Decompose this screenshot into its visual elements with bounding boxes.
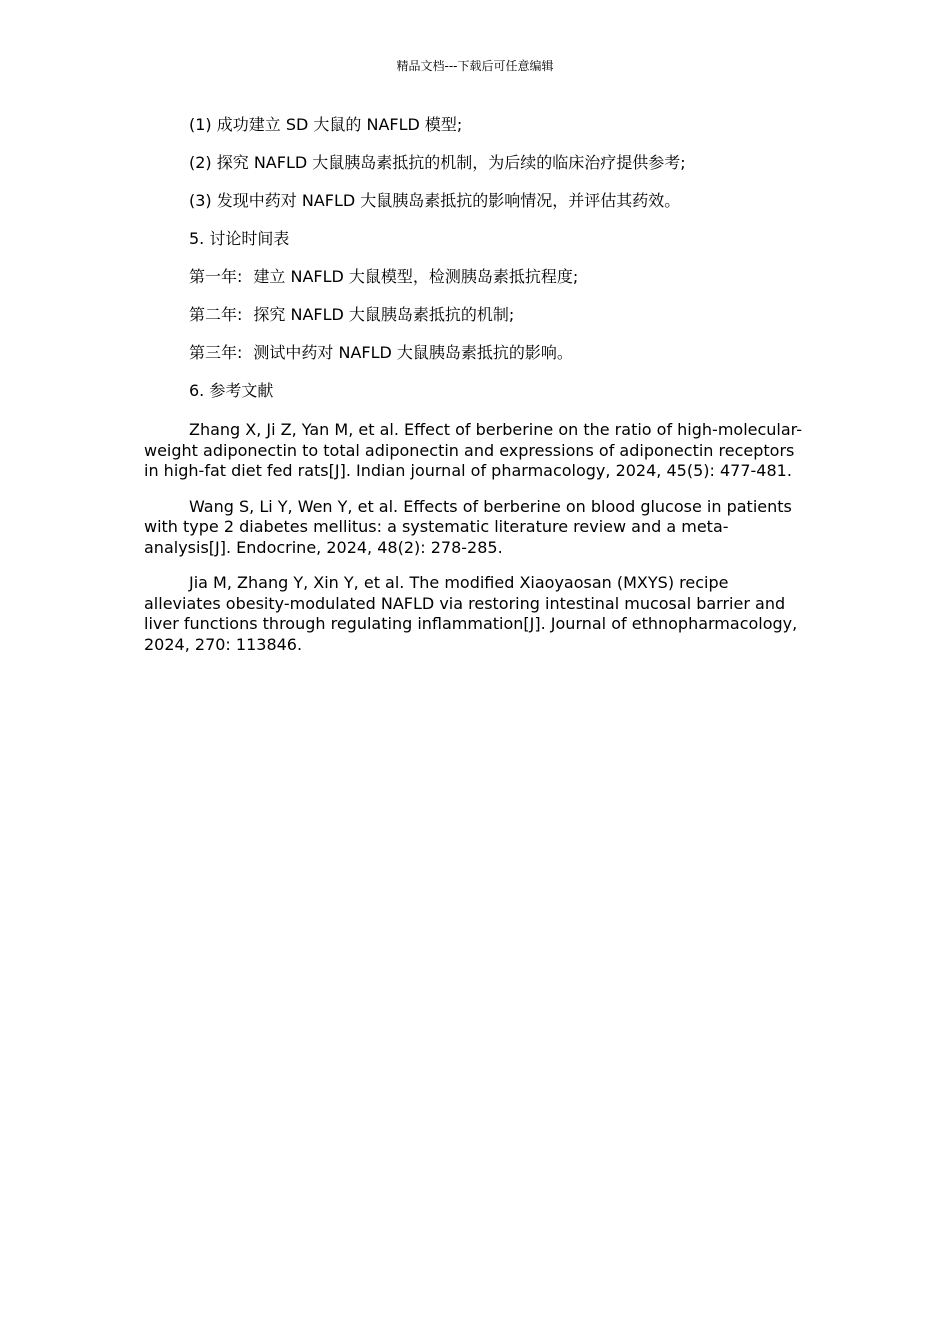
outcome-item: (2) 探究 NAFLD 大鼠胰岛素抵抗的机制，为后续的临床治疗提供参考; <box>189 153 686 172</box>
reference-item: Wang S, Li Y, Wen Y, et al. Effects of berberine on blood glucose in patients with type 2 diabetes mellitus: a systematic literature review and a meta-analysis[J]. Endocrine, 2024, 48(2): 278-285. <box>144 496 792 557</box>
timeline-item <box>189 268 810 286</box>
reference-item: Zhang X, Ji Z, Yan M, et al. Effect of berberine on the ratio of high-molecular-weight adiponectin to total adiponectin and expressions of adiponectin receptors in high-fat diet fed rats[J]. Indian journal of pharmacology, 2024, 45(5): 477-481. <box>144 420 802 480</box>
outcome-item: (1) 成功建立 SD 大鼠的 NAFLD 模型; <box>189 115 463 134</box>
timeline-year-text: 探究 NAFLD 大鼠胰岛素抵抗的机制; <box>253 305 515 324</box>
outcome-item: (3) 发现中药对 NAFLD 大鼠胰岛素抵抗的影响情况，并评估其药效。 <box>189 191 681 210</box>
timeline-item <box>189 344 810 362</box>
page-header: 精品文档---下载后可任意编辑 <box>396 59 554 73</box>
timeline-year-label: 第二年: <box>189 305 243 324</box>
section-heading-references: 6. 参考文献 <box>189 381 274 400</box>
reference-list <box>144 420 810 655</box>
timeline-year-label: 第一年: <box>189 267 243 286</box>
timeline-item <box>189 306 810 324</box>
timeline-year-text: 测试中药对 NAFLD 大鼠胰岛素抵抗的影响。 <box>253 343 573 362</box>
timeline-year-text: 建立 NAFLD 大鼠模型，检测胰岛素抵抗程度; <box>253 267 579 286</box>
section-heading-timeline: 5. 讨论时间表 <box>189 229 290 248</box>
reference-item: Jia M, Zhang Y, Xin Y, et al. The modified Xiaoyaosan (MXYS) recipe alleviates obesity-modulated NAFLD via restoring intestinal mucosal barrier and liver functions through regulating inflammation[J]. Journal of ethnopharmacology, 2024, 270: 113846. <box>144 573 798 654</box>
document-body <box>144 116 810 670</box>
timeline-year-label: 第三年: <box>189 343 243 362</box>
